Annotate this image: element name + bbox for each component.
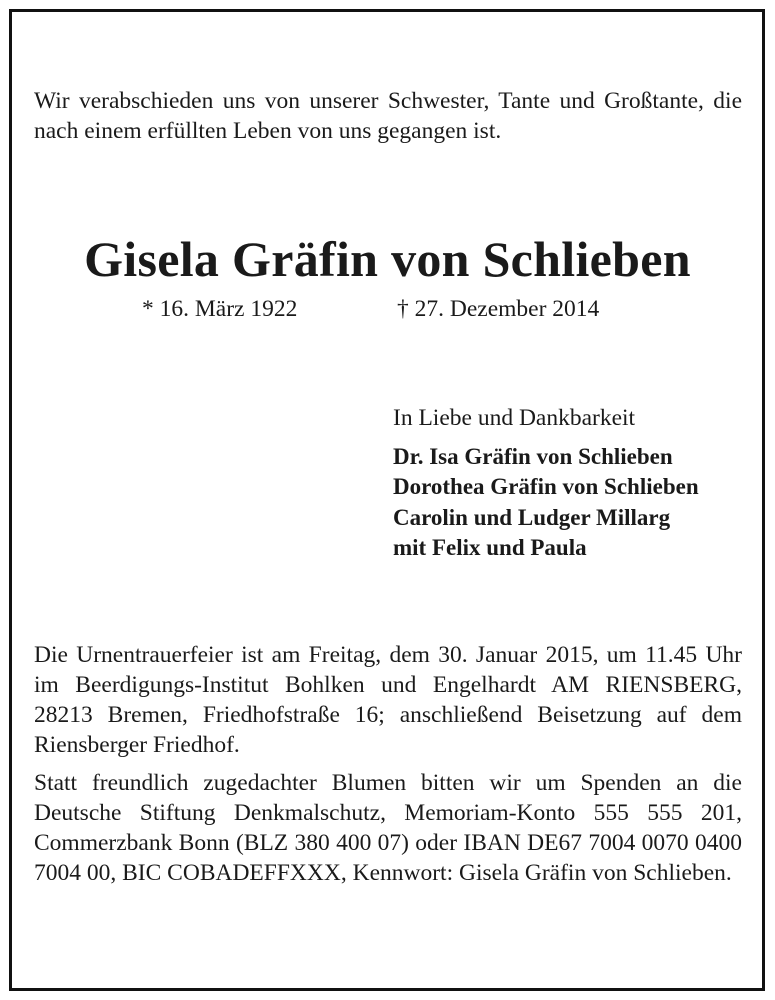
signer-name: Dorothea Gräfin von Schlieben <box>393 474 699 500</box>
signer-name: Dr. Isa Gräfin von Schlieben <box>393 444 673 469</box>
ceremony-text: Die Urnentrauerfeier ist am Freitag, dem 30. Januar 2015, um 11.45 Uhr im Beerdigungs-Institut Bohlken und Engelhardt AM RIENSBERG, 28213 Bremen, Friedhofstraße 16; anschließend Beisetzung auf dem Riensberger Friedhof. <box>34 642 742 758</box>
intro-text: Wir verabschieden uns von unserer Schwester, Tante und Großtante, die nach einem erfüllten Leben von uns gegangen ist. <box>34 88 742 144</box>
signer-name: Carolin und Ludger Millarg <box>393 504 671 530</box>
deceased-name: Gisela Gräfin von Schlieben <box>84 231 691 287</box>
death-date: † 27. Dezember 2014 <box>397 296 600 322</box>
signers-list <box>393 442 699 563</box>
birth-date: * 16. März 1922 <box>142 296 298 322</box>
donation-text: Statt freundlich zugedachter Blumen bitten wir um Spenden an die Deutsche Stiftung Denkmalschutz, Memoriam-Konto 555 555 201, Commerzbank Bonn (BLZ 380 400 07) oder IBAN DE67 7004 0070 0400 7004 00, BIC COBADEFFXXX, Kennwort: Gisela Gräfin von Schlieben. <box>34 770 742 886</box>
signer-name: mit Felix und Paula <box>393 534 587 560</box>
signoff-line: In Liebe und Dankbarkeit <box>393 405 636 431</box>
